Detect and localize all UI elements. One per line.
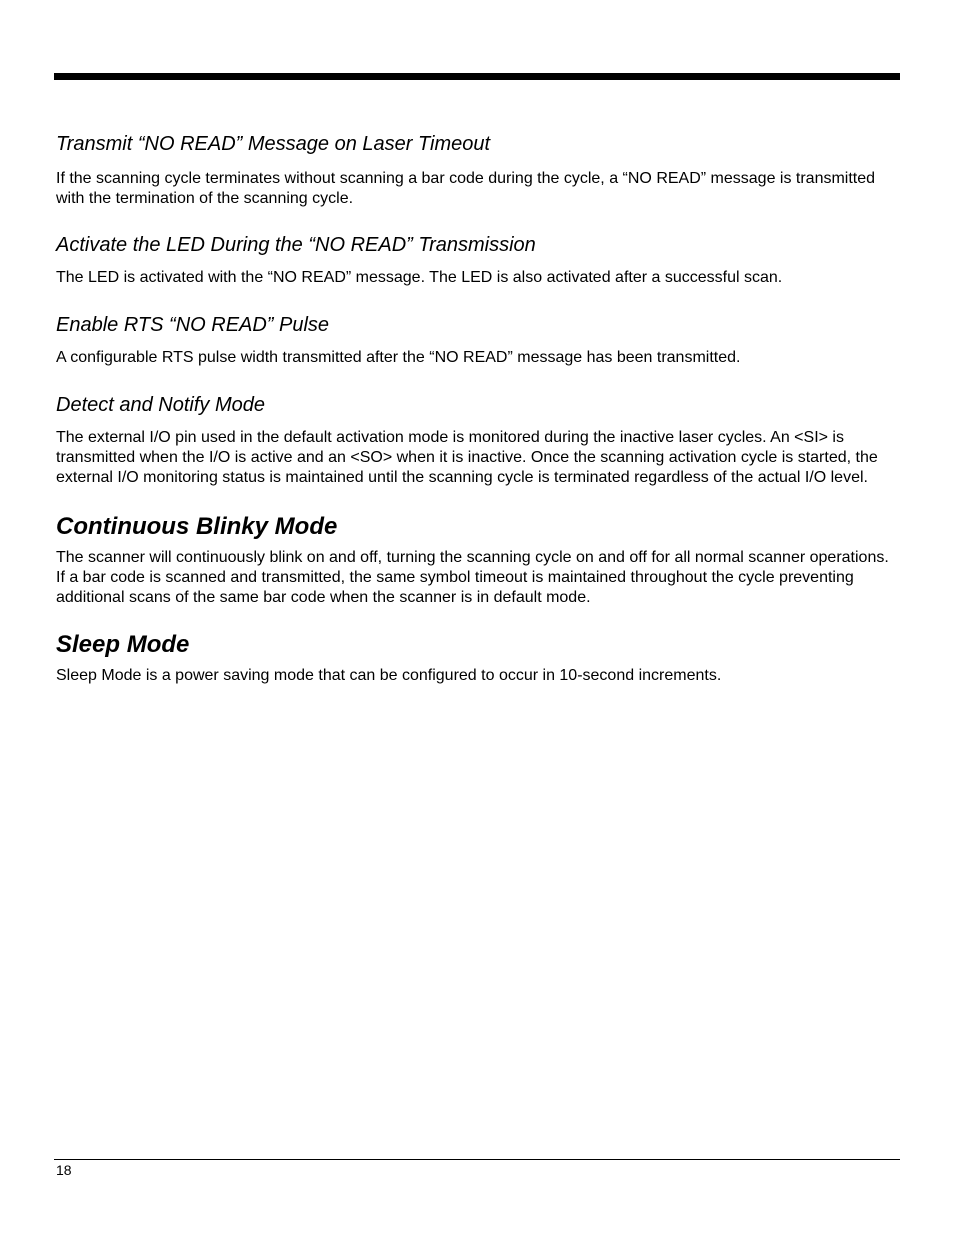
section-body-continuous-blinky: The scanner will continuously blink on and off, turning the scanning cycle on and off for all normal scanner operations. If a bar code is scanned and transmitted, the same symbol timeout is maintained throughout the cycle preventing additional scans of the same bar code when the scanner is in default mode. (56, 549, 889, 606)
section-body-detect-notify: The external I/O pin used in the default activation mode is monitored during the inactive laser cycles. An <SI> is transmitted when the I/O is active and an <SO> when it is inactive. Once the scanning activation cycle is started, the external I/O monitoring status is maintained until the scanning cycle is terminated regardless of the actual I/O level. (56, 429, 878, 486)
section-body-no-read-timeout: If the scanning cycle terminates without scanning a bar code during the cycle, a “NO READ” message is transmitted with the termination of the scanning cycle. (56, 170, 876, 207)
section-body-rts-pulse: A configurable RTS pulse width transmitted after the “NO READ” message has been transmitted. (56, 349, 741, 366)
section-heading-sleep-mode: Sleep Mode (56, 631, 190, 658)
page-number: 18 (56, 1162, 72, 1178)
section-body-led-no-read: The LED is activated with the “NO READ” message. The LED is also activated after a successful scan. (56, 269, 783, 286)
footer-rule (54, 1159, 900, 1160)
section-heading-rts-pulse: Enable RTS “NO READ” Pulse (56, 314, 330, 336)
section-heading-led-no-read: Activate the LED During the “NO READ” Transmission (56, 234, 536, 256)
section-heading-continuous-blinky: Continuous Blinky Mode (56, 513, 338, 540)
section-heading-no-read-timeout: Transmit “NO READ” Message on Laser Timeout (56, 133, 491, 155)
section-body-sleep-mode: Sleep Mode is a power saving mode that can be configured to occur in 10-second increments. (56, 667, 722, 684)
section-heading-detect-notify: Detect and Notify Mode (56, 394, 265, 416)
header-rule (54, 73, 900, 80)
document-body (56, 131, 900, 686)
